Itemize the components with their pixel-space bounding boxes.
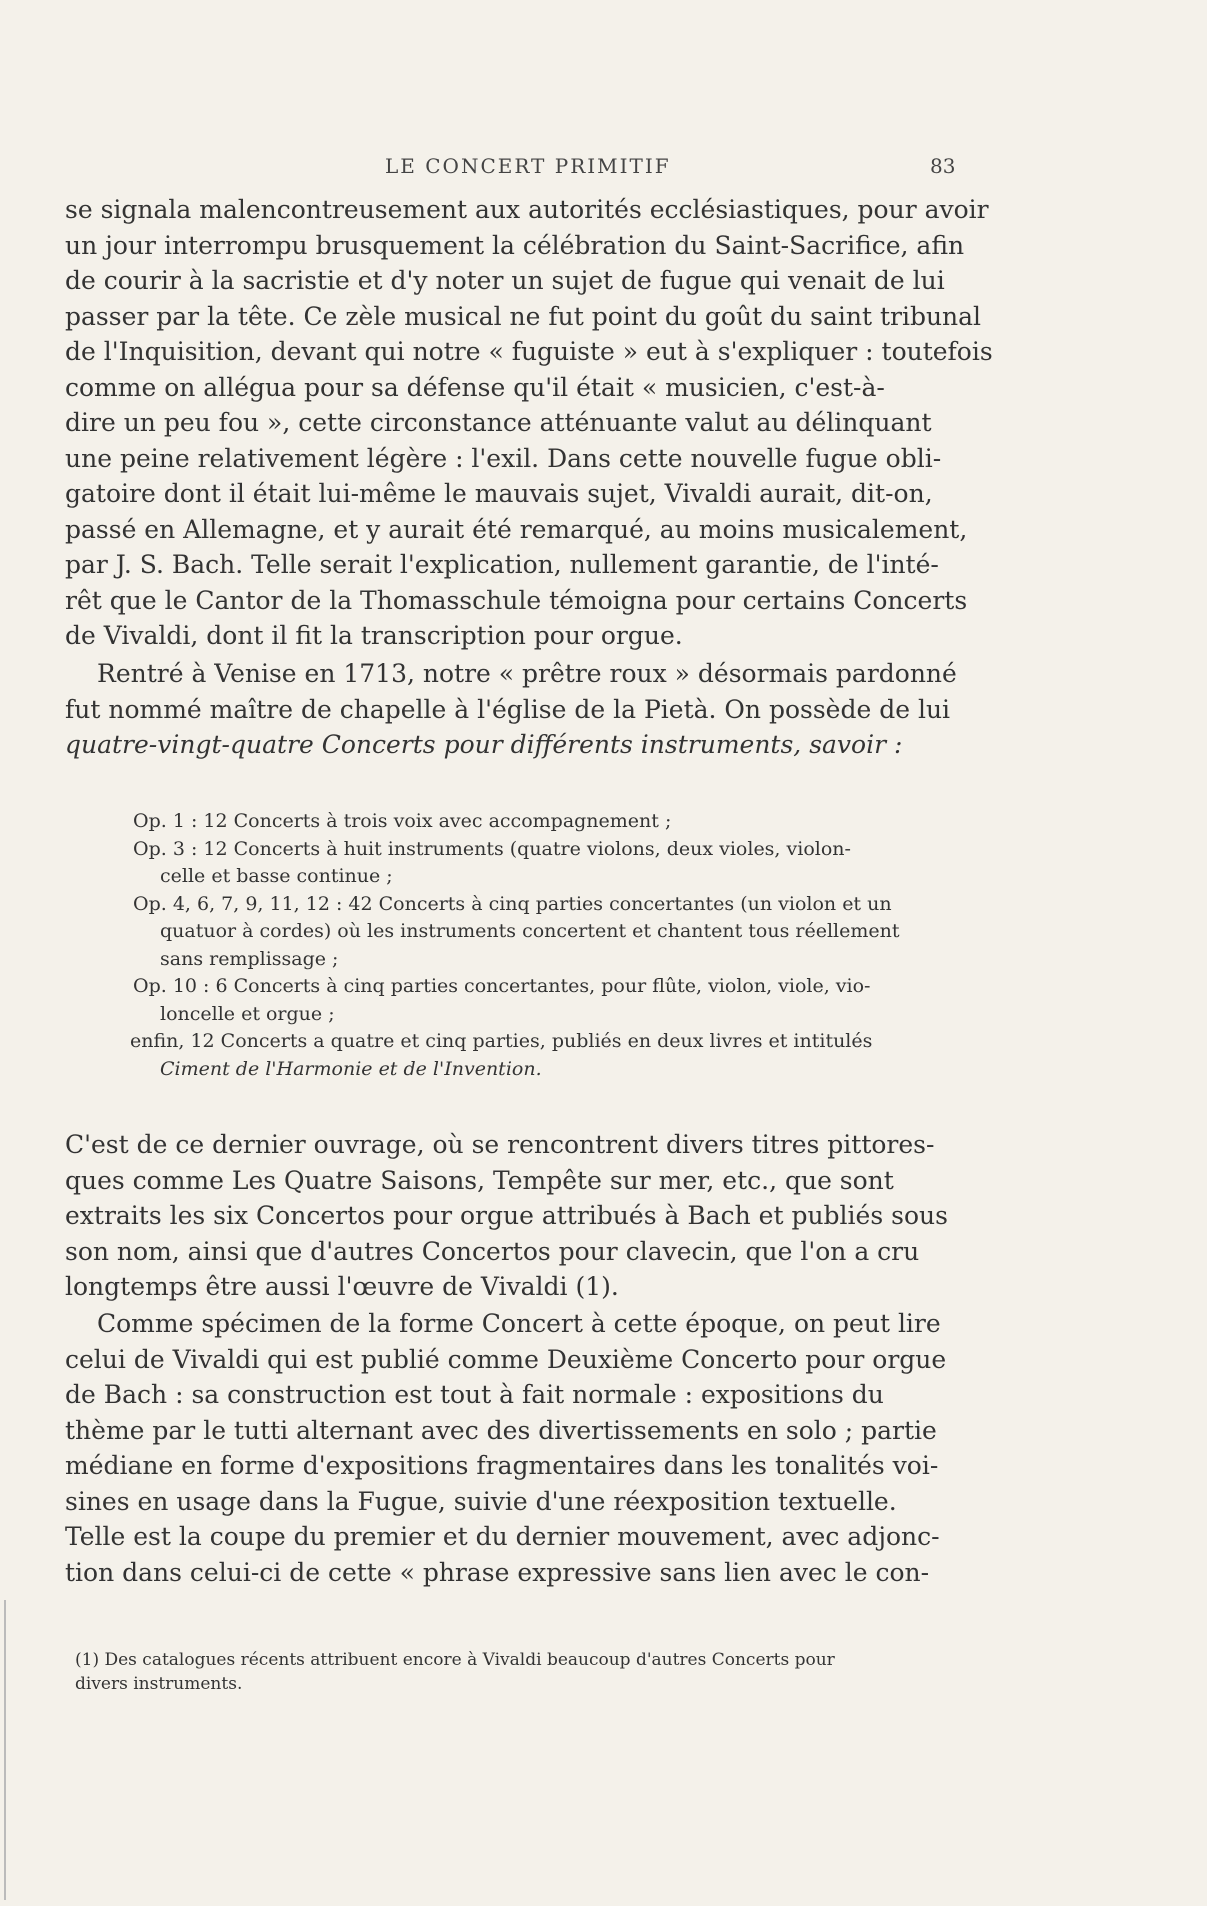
text-line: ques comme Les Quatre Saisons, Tempête sur mer, etc., que sont [65, 1165, 894, 1195]
text-line: C'est de ce dernier ouvrage, où se rencontrent divers titres pittores- [65, 1130, 935, 1159]
text-line: sines en usage dans la Fugue, suivie d'une réexposition textuelle. [65, 1486, 897, 1516]
list-item-continuation: Ciment de l'Harmonie et de l'Invention. [160, 1057, 542, 1080]
text-line: passer par la tête. Ce zèle musical ne fut point du goût du saint tribunal [65, 301, 982, 331]
text-line: thème par le tutti alternant avec des divertissements en solo ; partie [65, 1415, 937, 1445]
list-item: enfin, 12 Concerts a quatre et cinq parties, publiés en deux livres et intitulés [130, 1030, 873, 1052]
text-line: Rentré à Venise en 1713, notre « prêtre roux » désormais pardonné [97, 659, 957, 688]
text-line: de courir à la sacristie et d'y noter un sujet de fugue qui venait de lui [65, 266, 945, 295]
text-line: comme on allégua pour sa défense qu'il était « musicien, c'est-à- [65, 372, 885, 402]
text-line: longtemps être aussi l'œuvre de Vivaldi (1). [65, 1272, 619, 1301]
text-line: extraits les six Concertos pour orgue attribués à Bach et publiés sous [65, 1201, 948, 1230]
page-header [0, 154, 1207, 184]
text-line: passé en Allemagne, et y aurait été remarqué, au moins musicalement, [65, 514, 968, 544]
text-line: de Bach : sa construction est tout à fait normale : expositions du [65, 1380, 884, 1409]
text-line: une peine relativement légère : l'exil. Dans cette nouvelle fugue obli- [65, 443, 942, 473]
paragraph-4 [65, 1306, 1065, 1590]
text-line: rêt que le Cantor de la Thomasschule témoigna pour certains Concerts [65, 585, 968, 615]
footnote-line: (1) Des catalogues récents attribuent encore à Vivaldi beaucoup d'autres Concerts pour [75, 1650, 835, 1670]
text-line: son nom, ainsi que d'autres Concertos pour clavecin, que l'on a cru [65, 1236, 920, 1266]
paragraph-2 [65, 656, 1065, 763]
text-line: gatoire dont il était lui-même le mauvais sujet, Vivaldi aurait, dit-on, [65, 479, 933, 508]
text-line: de l'Inquisition, devant qui notre « fuguiste » eut à s'expliquer : toutefois [65, 337, 993, 366]
list-item-continuation: loncelle et orgue ; [160, 1002, 335, 1025]
text-line: celui de Vivaldi qui est publié comme Deuxième Concerto pour orgue [65, 1344, 947, 1374]
page-edge-shadow [4, 1600, 6, 1900]
list-item-continuation: quatuor à cordes) où les instruments concertent et chantent tous réellement [160, 920, 900, 942]
text-line: par J. S. Bach. Telle serait l'explication, nullement garantie, de l'inté- [65, 550, 939, 579]
text-line: quatre-vingt-quatre Concerts pour différents instruments, savoir : [65, 730, 903, 759]
text-line: dire un peu fou », cette circonstance atténuante valut au délinquant [65, 408, 932, 437]
footnote [75, 1648, 975, 1696]
text-line: tion dans celui-ci de cette « phrase expressive sans lien avec le con- [65, 1557, 930, 1587]
opus-list [130, 808, 963, 1083]
list-item-continuation: celle et basse continue ; [160, 865, 393, 887]
text-line: un jour interrompu brusquement la célébration du Saint-Sacrifice, afin [65, 230, 965, 260]
paragraph-3 [65, 1127, 1065, 1305]
list-item: Op. 4, 6, 7, 9, 11, 12 : 42 Concerts à cinq parties concertantes (un violon et un [133, 892, 892, 915]
running-title: LE CONCERT PRIMITIF [385, 154, 671, 178]
list-item: Op. 3 : 12 Concerts à huit instruments (quatre violons, deux violes, violon- [133, 837, 851, 860]
text-line: se signala malencontreusement aux autorités ecclésiastiques, pour avoir [65, 195, 989, 224]
text-line: Comme spécimen de la forme Concert à cette époque, on peut lire [97, 1309, 941, 1338]
list-item: Op. 10 : 6 Concerts à cinq parties concertantes, pour flûte, violon, viole, vio- [133, 975, 871, 997]
text-line: Telle est la coupe du premier et du dernier mouvement, avec adjonc- [65, 1522, 940, 1551]
text-line: de Vivaldi, dont il fit la transcription pour orgue. [65, 621, 683, 650]
list-item-continuation: sans remplissage ; [160, 947, 339, 970]
text-line: fut nommé maître de chapelle à l'église de la Pietà. On possède de lui [65, 694, 951, 724]
list-item: Op. 1 : 12 Concerts à trois voix avec accompagnement ; [133, 810, 672, 832]
page-number: 83 [930, 154, 956, 178]
text-line: médiane en forme d'expositions fragmentaires dans les tonalités voi- [65, 1451, 939, 1480]
footnote-line: divers instruments. [75, 1674, 243, 1694]
paragraph-1 [65, 192, 1065, 654]
